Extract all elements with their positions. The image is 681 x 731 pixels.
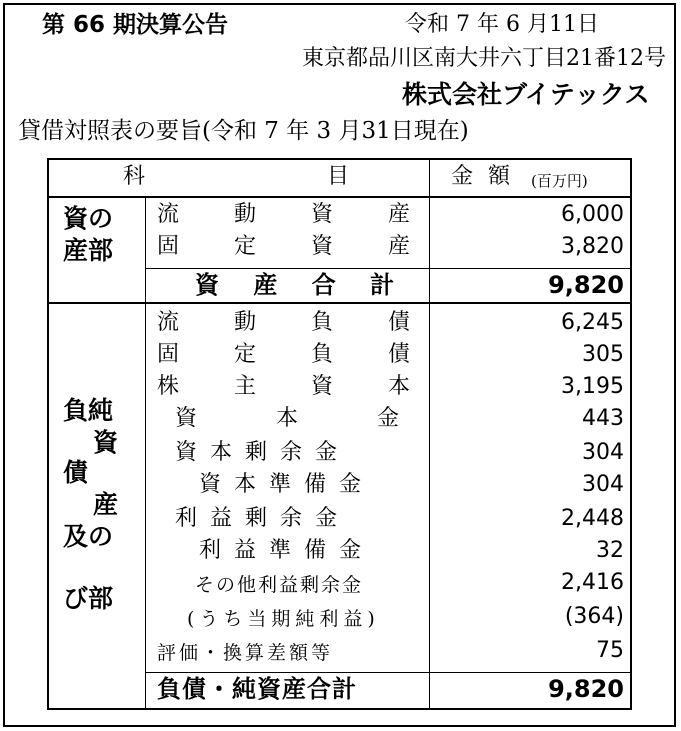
liab-row-label: 利益剰余金 <box>175 506 351 531</box>
notice-date: 令和 7 年 6 月11日 <box>405 12 599 37</box>
assets-total-label: 資 産 合 計 <box>195 271 408 299</box>
header-subject-2: 目 <box>327 164 350 189</box>
liab-row-value: 304 <box>582 472 624 497</box>
assets-row-label: 固 定 資 産 <box>157 234 434 259</box>
liab-row-value: 2,448 <box>561 506 624 531</box>
liab-row-value: (364) <box>564 604 624 629</box>
section-divider <box>49 302 630 304</box>
liab-total-label: 負債・純資産合計 <box>157 675 357 703</box>
liab-row-label: 資 本 金 <box>175 406 435 431</box>
assets-row-value: 6,000 <box>561 202 624 227</box>
assets-row-label: 流 動 資 産 <box>157 202 434 227</box>
assets-total-value: 9,820 <box>548 271 624 299</box>
liab-row-label: 資本準備金 <box>199 472 375 497</box>
liab-row-value: 32 <box>596 538 624 563</box>
liab-section-label-4: 産 <box>93 490 119 519</box>
liab-row-label: 株 主 資 本 <box>157 374 434 399</box>
assets-section-label-1: 資の <box>63 204 114 233</box>
header-subject-1: 科 <box>123 164 146 189</box>
liab-row-label: その他利益剰余金 <box>195 574 364 596</box>
liab-row-label: 固 定 負 債 <box>157 342 434 367</box>
liab-row-value: 305 <box>582 342 624 367</box>
header-divider <box>49 196 630 198</box>
liab-section-label-3: 債 <box>63 458 89 487</box>
balance-sheet-table <box>47 158 632 710</box>
liab-total-divider <box>145 672 630 673</box>
liab-row-value: 6,245 <box>561 310 624 335</box>
liab-row-value: 75 <box>596 638 624 663</box>
liab-row-value: 2,416 <box>561 570 624 595</box>
liab-row-label: 評価・換算差額等 <box>157 642 334 664</box>
header-amount: 金 額 <box>451 164 514 189</box>
liab-row-value: 304 <box>582 440 624 465</box>
header-unit: (百万円) <box>531 172 588 190</box>
section-column-divider <box>145 196 146 708</box>
assets-row-value: 3,820 <box>561 234 624 259</box>
liab-row-value: 3,195 <box>561 374 624 399</box>
liab-section-label-1: 負純 <box>63 396 114 425</box>
liab-section-label-2: 資 <box>93 428 119 457</box>
liab-section-label-5: 及の <box>63 522 114 551</box>
liab-row-value: 443 <box>582 406 624 431</box>
assets-total-divider <box>145 268 630 269</box>
liab-total-value: 9,820 <box>548 675 624 703</box>
liab-row-label: 資本剰余金 <box>175 440 351 465</box>
statement-title: 貸借対照表の要旨(令和 7 年 3 月31日現在) <box>18 118 469 144</box>
liab-row-label: (うち当期純利益) <box>187 608 380 630</box>
assets-section-label-2: 産部 <box>63 236 114 265</box>
liab-section-label-6: び部 <box>63 584 114 613</box>
company-name: 株式会社ブイテックス <box>402 80 650 109</box>
company-address: 東京都品川区南大井六丁目21番12号 <box>302 46 666 71</box>
liab-row-label: 流 動 負 債 <box>157 310 434 335</box>
notice-number: 第 66 期決算公告 <box>42 12 229 38</box>
liab-row-label: 利益準備金 <box>199 538 375 563</box>
